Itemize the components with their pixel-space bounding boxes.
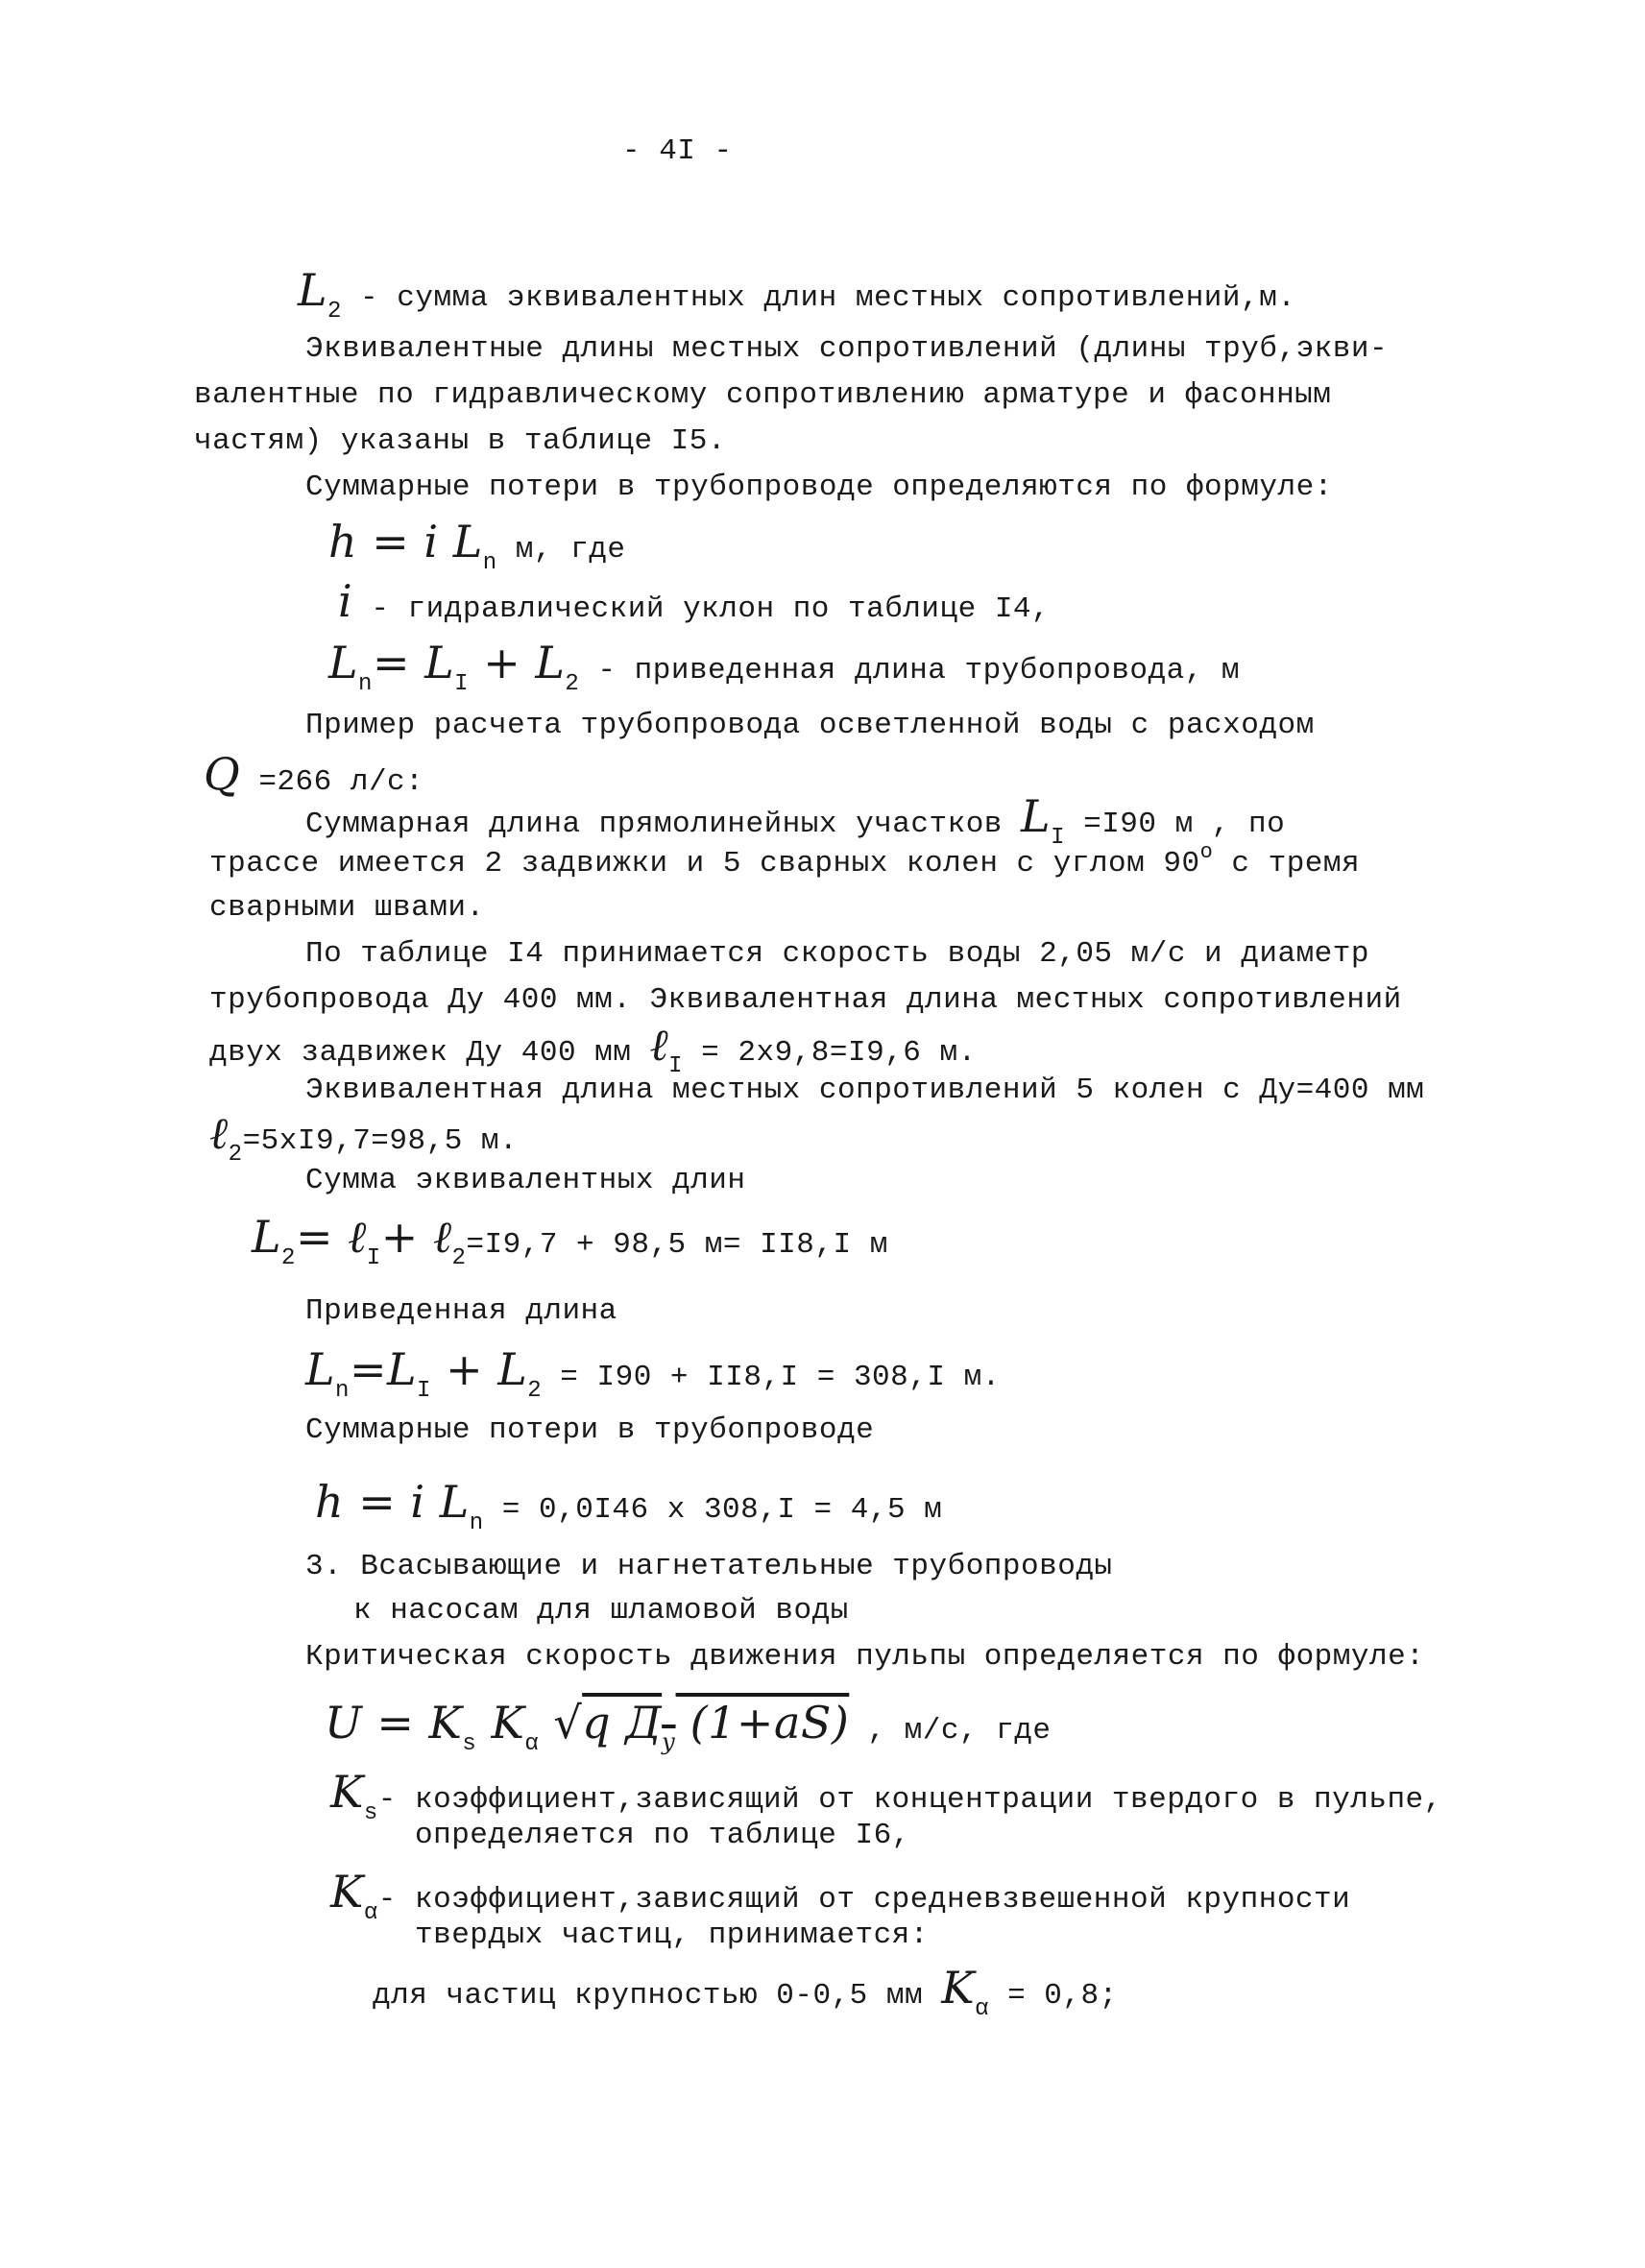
line-text: = 0,8; bbox=[988, 1979, 1118, 2013]
text-line-14: По таблице I4 принимается скорость воды 2,05 м/с и диаметр bbox=[305, 937, 1369, 971]
line-text: = 2х9,8=I9,6 м. bbox=[683, 1036, 977, 1070]
subscript: I bbox=[1051, 825, 1065, 851]
text-line-7 bbox=[338, 575, 1051, 629]
subscript: n bbox=[482, 550, 497, 576]
symbol-Ln: L bbox=[328, 637, 359, 688]
text-line-18 bbox=[209, 1107, 519, 1168]
formula-sum-equivalent bbox=[252, 1211, 888, 1271]
formula-losses-value bbox=[315, 1476, 943, 1536]
subscript: I bbox=[417, 1378, 431, 1404]
subscript: α bbox=[975, 1996, 989, 2022]
symbol-K: K bbox=[476, 1697, 525, 1749]
line-text: =5хI9,7=98,5 м. bbox=[242, 1124, 519, 1158]
symbol-l2: + ℓ bbox=[380, 1211, 452, 1263]
line-text: - коэффициент,зависящий от средневзвешенной крупности bbox=[377, 1883, 1351, 1917]
text-line-19: Сумма эквивалентных длин bbox=[305, 1164, 746, 1197]
line-text: = 0,0I46 х 308,I = 4,5 м bbox=[483, 1493, 943, 1527]
symbol-l1: = ℓ bbox=[295, 1211, 367, 1263]
subscript: I bbox=[668, 1053, 684, 1079]
text-line-23: Суммарные потери в трубопроводе bbox=[305, 1413, 875, 1447]
subscript: 2 bbox=[451, 1245, 467, 1271]
subscript: α bbox=[363, 1900, 378, 1926]
line-text: - приведенная длина трубопровода, м bbox=[579, 654, 1241, 688]
symbol-Q: Q bbox=[204, 748, 241, 800]
symbol-L: L bbox=[252, 1211, 282, 1263]
symbol-Ka: K bbox=[941, 1962, 976, 2014]
line-text: двух задвижек Ду 400 мм bbox=[209, 1036, 650, 1070]
subscript: α bbox=[524, 1731, 540, 1757]
line-text: - сумма эквивалентных длин местных сопротивлений,м. bbox=[341, 281, 1296, 315]
sqrt-sign: √ bbox=[539, 1697, 583, 1749]
symbol-i: i bbox=[338, 575, 353, 627]
subscript: n bbox=[335, 1378, 350, 1404]
text-line-10 bbox=[204, 748, 424, 802]
subscript: 2 bbox=[228, 1142, 243, 1168]
symbol-L2: + L bbox=[430, 1343, 528, 1395]
text-line-12 bbox=[209, 840, 1361, 885]
text-line-5: Суммарные потери в трубопроводе определяются по формуле: bbox=[305, 470, 1333, 504]
formula-reduced-length bbox=[328, 637, 1241, 697]
subscript: s bbox=[462, 1731, 477, 1757]
line-text: =I90 м , по bbox=[1064, 808, 1286, 841]
text-line-13: сварными швами. bbox=[209, 891, 485, 925]
symbol-l: ℓ bbox=[649, 1019, 669, 1071]
line-text: =I9,7 + 98,5 м= II8,I м bbox=[466, 1228, 888, 1262]
line-text: м, где bbox=[496, 533, 626, 567]
symbol-l: ℓ bbox=[209, 1107, 229, 1159]
line-text: трассе имеется 2 задвижки и 5 сварных колен с углом 90 bbox=[209, 847, 1200, 881]
text-line-4: частям) указаны в таблице I5. bbox=[194, 424, 726, 458]
text-line-29 bbox=[330, 1766, 1442, 1826]
subscript: I bbox=[454, 671, 470, 697]
symbol-Ln: L bbox=[305, 1343, 336, 1395]
text-line-16 bbox=[209, 1019, 977, 1079]
symbol-Ka: K bbox=[330, 1866, 364, 1918]
symbol-Ks: K bbox=[330, 1766, 364, 1818]
radicand-part: q Д bbox=[582, 1697, 663, 1749]
text-line-31 bbox=[330, 1866, 1351, 1926]
subscript: s bbox=[363, 1800, 378, 1826]
line-text: =266 л/с: bbox=[240, 765, 424, 799]
radicand bbox=[582, 1697, 850, 1755]
line-text: = I90 + II8,I = 308,I м. bbox=[542, 1361, 1001, 1394]
section-heading-3: 3. Всасывающие и нагнетательные трубопроводы bbox=[305, 1550, 1113, 1583]
symbol-L: L bbox=[1021, 790, 1052, 842]
formula-U: U = K bbox=[325, 1697, 463, 1749]
subscript: 2 bbox=[281, 1245, 296, 1271]
text-line-33 bbox=[373, 1962, 1118, 2022]
text-line-21: Приведенная длина bbox=[305, 1294, 617, 1328]
formula-critical-speed bbox=[325, 1697, 1052, 1757]
subscript: 2 bbox=[327, 299, 342, 325]
radicand-part: (1+aS) bbox=[675, 1697, 850, 1749]
formula-losses bbox=[328, 516, 626, 576]
text-line-2: Эквивалентные длины местных сопротивлений (длины труб,экви- bbox=[305, 332, 1389, 366]
section-heading-3-cont: к насосам для шламовой воды bbox=[353, 1594, 849, 1628]
page-number: - 4I - bbox=[622, 134, 733, 168]
text-line-27: Критическая скорость движения пульпы определяется по формуле: bbox=[305, 1640, 1425, 1674]
text-line-17: Эквивалентная длина местных сопротивлений 5 колен с Ду=400 мм bbox=[305, 1074, 1425, 1107]
text-line-30: определяется по таблице I6, bbox=[415, 1819, 910, 1852]
line-text: , м/с, где bbox=[849, 1714, 1052, 1748]
line-text: для частиц крупностью 0-0,5 мм bbox=[373, 1979, 942, 2013]
symbol-L1: =L bbox=[349, 1343, 418, 1395]
subscript: I bbox=[366, 1245, 381, 1271]
formula-h-i-L: h = i L bbox=[315, 1476, 470, 1528]
subscript: 2 bbox=[565, 671, 580, 697]
text-line-32: твердых частиц, принимается: bbox=[415, 1918, 929, 1952]
text-line-11 bbox=[305, 790, 1286, 851]
formula-h-i-L: h = i L bbox=[328, 516, 483, 567]
subscript: n bbox=[469, 1510, 484, 1536]
text-line-3: валентные по гидравлическому сопротивлению арматуре и фасонным bbox=[194, 378, 1332, 412]
symbol-L2: + L bbox=[469, 637, 566, 688]
line-text: с тремя bbox=[1213, 847, 1361, 881]
line-text: Суммарная длина прямолинейных участков bbox=[305, 808, 1022, 841]
subscript: 2 bbox=[527, 1378, 543, 1404]
subscript: у bbox=[662, 1728, 676, 1755]
subscript: n bbox=[358, 671, 373, 697]
superscript-degree: о bbox=[1199, 840, 1214, 864]
symbol-L1: = L bbox=[372, 637, 455, 688]
line-text: - гидравлический уклон по таблице I4, bbox=[352, 592, 1051, 626]
text-line-1 bbox=[298, 264, 1296, 325]
line-text: - коэффициент,зависящий от концентрации твердого в пульпе, bbox=[377, 1783, 1442, 1817]
text-line-15: трубопровода Ду 400 мм. Эквивалентная длина местных сопротивлений bbox=[209, 983, 1402, 1017]
formula-reduced-length-value bbox=[305, 1343, 1001, 1404]
symbol-L: L bbox=[298, 264, 328, 316]
text-line-9: Пример расчета трубопровода осветленной воды с расходом bbox=[305, 709, 1315, 742]
